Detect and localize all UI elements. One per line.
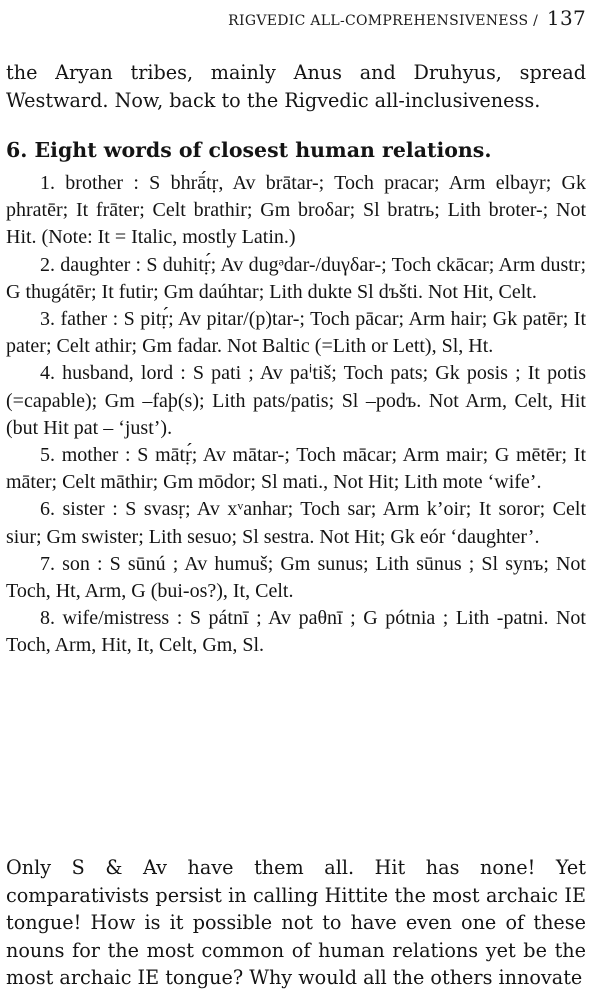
entry-mother [6, 442, 586, 496]
entry-text: 2. daughter : S duhitṛ́; Av dugᵊdar-/duγδar-; Toch ckācar; Arm dustr; G thugátēr; It futir; Gm daúhtar; Lith dukte Sl dъšti. Not Hit, Celt. [6, 253, 586, 303]
entry-father [6, 306, 586, 360]
closing-paragraph: Only S & Av have them all. Hit has none! Yet comparativists persist in calling Hittite the most archaic IE tongue! How is it possible not to have even one of these nouns for the most common of human relations yet be the most archaic IE tongue? Why would all the others innovate [6, 856, 586, 990]
header-separator: / [533, 13, 539, 29]
entry-wife [6, 605, 586, 659]
entry-text: 8. wife/mistress : S pátnī ; Av paθnī ; G pótnia ; Lith -patni. Not Toch, Arm, Hit, It, Celt, Gm, Sl. [6, 607, 586, 657]
section-heading: 6. Eight words of closest human relations. [6, 138, 492, 162]
entry-brother [6, 170, 586, 252]
entry-husband [6, 360, 586, 442]
lead-paragraph: the Aryan tribes, mainly Anus and Druhyus, spread Westward. Now, back to the Rigvedic all-inclusiveness. [6, 61, 586, 113]
entry-text: 5. mother : S mātṛ́; Av mātar-; Toch mācar; Arm mair; G mētēr; It māter; Celt māthir; Gm mōdor; Sl mati., Not Hit; Lith mote ‘wife’. [6, 444, 586, 494]
running-title: RIGVEDIC ALL-COMPREHENSIVENESS [228, 13, 529, 29]
relation-entries [6, 170, 586, 660]
running-header [228, 6, 586, 30]
entry-daughter [6, 252, 586, 306]
entry-text: 7. son : S sūnú ; Av humuš; Gm sunus; Lith sūnus ; Sl synъ; Not Toch, Ht, Arm, G (bui-os?), It, Celt. [6, 552, 586, 603]
entry-text: 1. brother : S bhrā́tṛ, Av brātar-; Toch pracar; Arm elbayr; Gk phratēr; It frāter; Celt brathir; Gm broδar; Sl bratrь; Lith broter-; Not Hit. (Note: It = Italic, mostly Latin.) [6, 172, 586, 249]
page-number: 137 [546, 6, 586, 30]
entry-text: 3. father : S pitṛ́; Av pitar/(p)tar-; Toch pācar; Arm hair; Gk patēr; It pater; Celt athir; Gm fadar. Not Baltic (=Lith or Lett), Sl, Ht. [6, 308, 586, 358]
entry-text: 4. husband, lord : S pati ; Av paⁱtiš; Toch pats; Gk posis ; It potis (=capable); Gm –faþ(s); Lith pats/patis; Sl –podъ. Not Arm, Celt, Hit (but Hit pat – ‘just’). [6, 362, 586, 439]
entry-son [6, 551, 586, 605]
entry-sister [6, 496, 586, 550]
entry-text: 6. sister : S svasṛ; Av xᵛanhar; Toch sar; Arm k’oir; It soror; Celt siur; Gm swister; Lith sesuo; Sl sestra. Not Hit; Gk eór ‘daughter’. [6, 498, 586, 548]
